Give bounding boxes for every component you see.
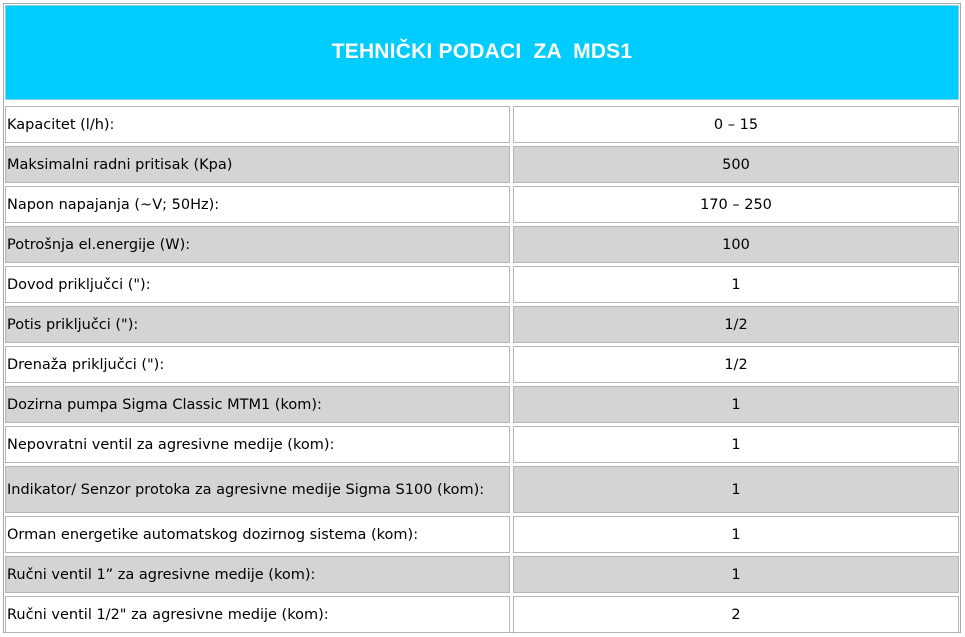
spec-label-text: Potis priključci ("): (7, 316, 139, 333)
spec-label-text: Nepovratni ventil za agresivne medije (kom): (7, 436, 335, 453)
table-row (5, 185, 960, 225)
spec-label (5, 226, 510, 263)
spec-label (5, 386, 510, 423)
spec-label (5, 426, 510, 463)
spec-label (5, 466, 510, 513)
table-row (5, 265, 960, 305)
spec-value-text: 170 – 250 (700, 196, 772, 213)
table-row (5, 465, 960, 515)
table-row (5, 555, 960, 595)
spec-label (5, 106, 510, 143)
table-row (5, 515, 960, 555)
spec-label-text: Orman energetike automatskog dozirnog sistema (kom): (7, 526, 419, 543)
spec-table (5, 105, 960, 635)
spec-value (513, 516, 959, 553)
spec-label-text: Potrošnja el.energije (W): (7, 236, 191, 253)
table-row (5, 385, 960, 425)
spec-value-text: 1 (731, 566, 741, 583)
table-row (5, 145, 960, 185)
spec-value (513, 556, 959, 593)
spec-value-text: 1/2 (724, 356, 748, 373)
spec-value-text: 1 (731, 481, 741, 498)
spec-label-text: Ručni ventil 1” za agresivne medije (kom): (7, 566, 316, 583)
spec-value (513, 226, 959, 263)
spec-label-text: Ručni ventil 1/2" za agresivne medije (kom): (7, 606, 329, 623)
spec-label-text: Indikator/ Senzor protoka za agresivne medije Sigma S100 (kom): (7, 481, 485, 498)
spec-value (513, 266, 959, 303)
spec-label (5, 596, 510, 633)
spec-value (513, 106, 959, 143)
spec-label (5, 516, 510, 553)
spec-value (513, 596, 959, 633)
spec-value-text: 1 (731, 436, 741, 453)
spec-label-text: Dovod priključci ("): (7, 276, 151, 293)
spec-value-text: 1 (731, 276, 741, 293)
table-row (5, 595, 960, 635)
spec-value-text: 1 (731, 526, 741, 543)
table-row (5, 425, 960, 465)
table-title-bar (5, 5, 959, 100)
spec-value-text: 1 (731, 396, 741, 413)
spec-value-text: 500 (722, 156, 750, 173)
spec-label (5, 346, 510, 383)
table-row (5, 105, 960, 145)
spec-label-text: Maksimalni radni pritisak (Kpa) (7, 156, 233, 173)
spec-value-text: 1/2 (724, 316, 748, 333)
spec-label (5, 556, 510, 593)
spec-value (513, 306, 959, 343)
table-row (5, 345, 960, 385)
spec-value-text: 2 (731, 606, 741, 623)
spec-label-text: Drenaža priključci ("): (7, 356, 165, 373)
spec-label (5, 266, 510, 303)
spec-value (513, 146, 959, 183)
spec-label-text: Dozirna pumpa Sigma Classic MTM1 (kom): (7, 396, 322, 413)
spec-value (513, 386, 959, 423)
spec-label-text: Napon napajanja (~V; 50Hz): (7, 196, 220, 213)
spec-label (5, 186, 510, 223)
spec-value (513, 426, 959, 463)
table-title: TEHNIČKI PODACI ZA MDS1 (331, 39, 633, 63)
table-row (5, 225, 960, 265)
spec-label (5, 306, 510, 343)
table-row (5, 305, 960, 345)
spec-label (5, 146, 510, 183)
spec-value-text: 100 (722, 236, 750, 253)
spec-value-text: 0 – 15 (713, 116, 759, 133)
spec-value (513, 186, 959, 223)
spec-label-text: Kapacitet (l/h): (7, 116, 115, 133)
spec-value (513, 466, 959, 513)
spec-value (513, 346, 959, 383)
